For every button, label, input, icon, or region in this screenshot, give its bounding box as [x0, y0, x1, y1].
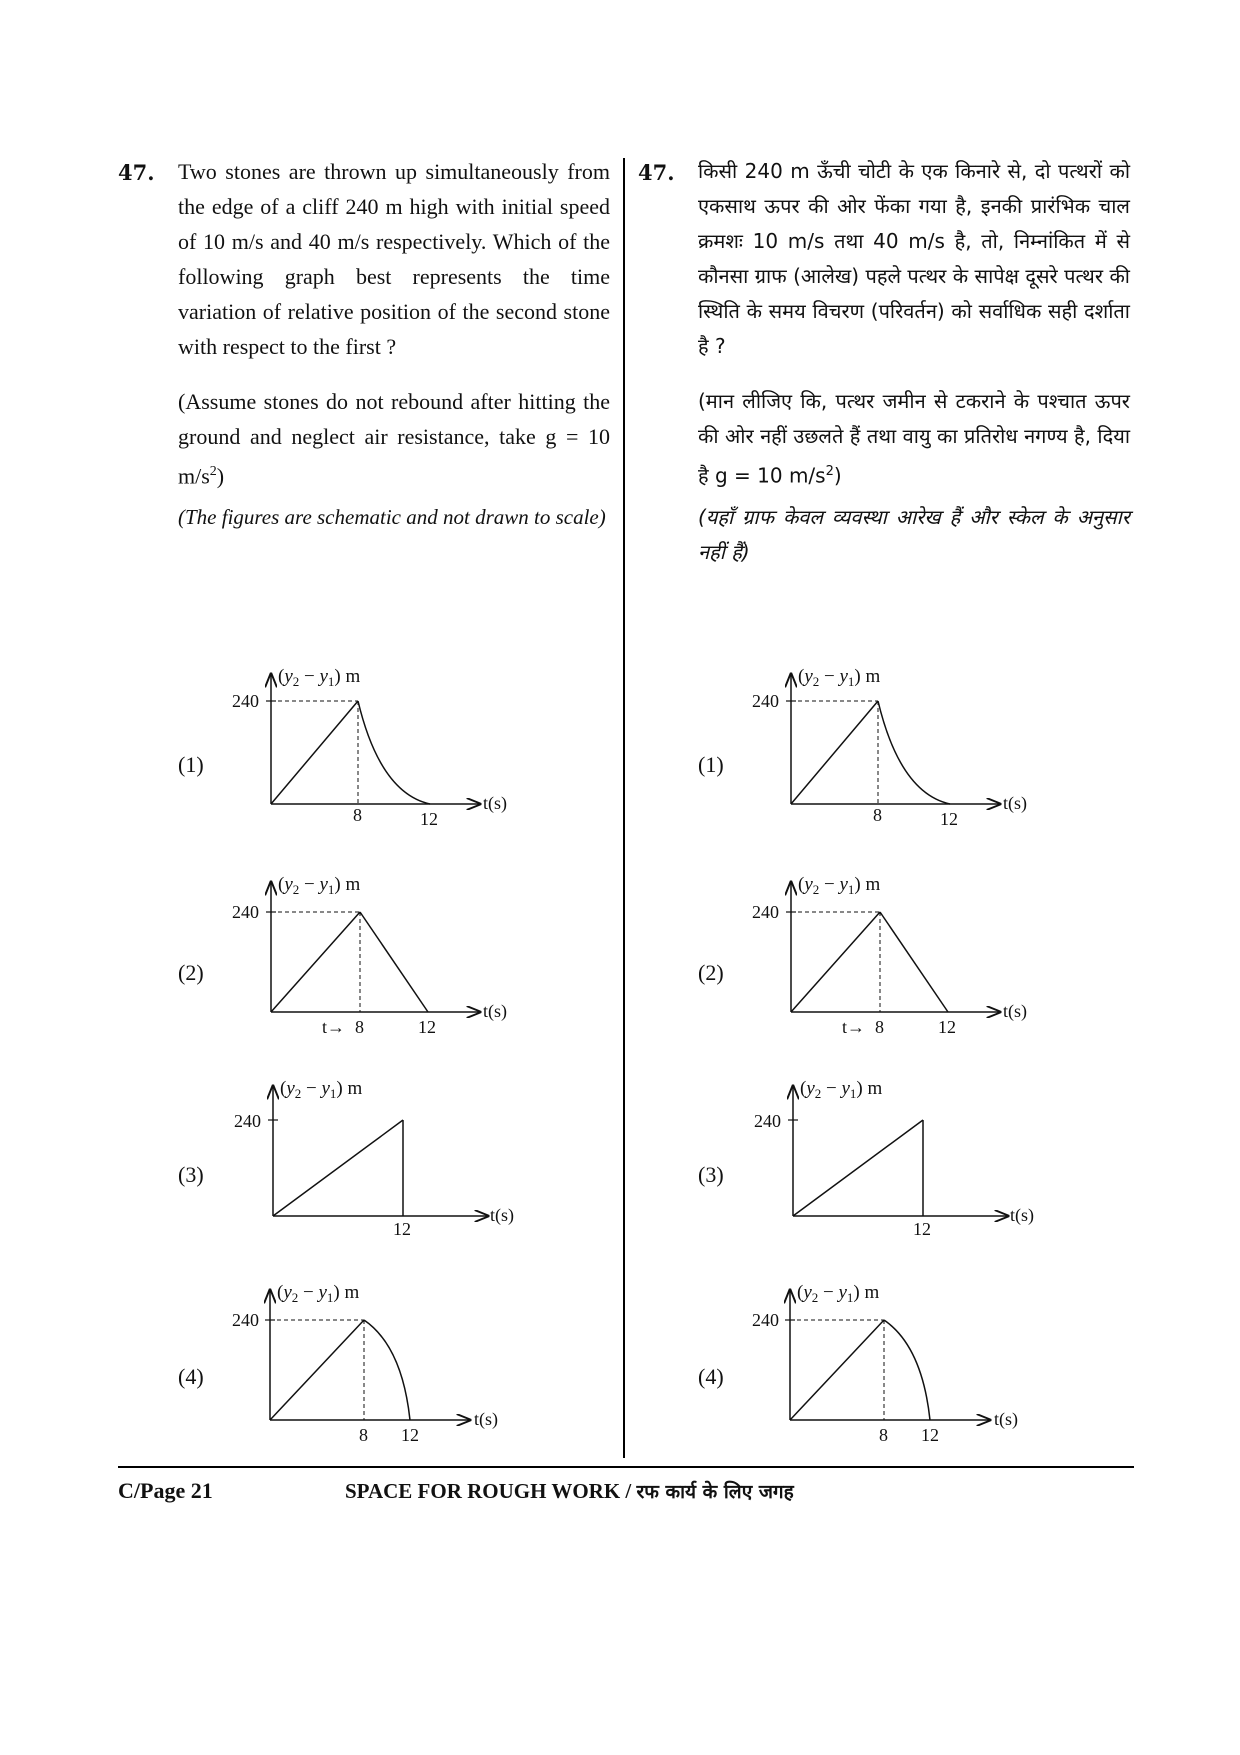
y-axis-label: $(y_2 - y_1)$ m: [278, 874, 361, 897]
note-en: (The figures are schematic and not drawn to scale): [178, 505, 606, 529]
rough-work-label: [345, 1478, 794, 1504]
y-tick-label: 240: [752, 902, 779, 922]
assumption-hi-sup: 2: [825, 464, 834, 479]
graph-option-3-hi: [750, 1078, 1034, 1239]
x-tick-8: 8: [875, 1017, 884, 1037]
x-tick-8: 8: [879, 1425, 888, 1445]
assumption-en-sup: 2: [209, 464, 217, 479]
x-axis-label: t(s): [1010, 1205, 1034, 1225]
fall-curve: [358, 701, 430, 804]
footer-rule: [118, 1466, 1134, 1468]
x-axis-label: t(s): [483, 793, 507, 813]
option-label-1-en: (1): [178, 752, 204, 777]
option-label-3-en: (3): [178, 1162, 204, 1187]
rough-work-hi: रफ कार्य के लिए जगह: [636, 1481, 794, 1503]
option-label-4-en: (4): [178, 1364, 204, 1389]
x-tick-8: 8: [359, 1425, 368, 1445]
graph-option-4-hi: [750, 1282, 1018, 1445]
y-axis-label: $(y_2 - y_1)$ m: [280, 1078, 363, 1101]
option-label-2-en: (2): [178, 960, 204, 985]
t-arrow-label: t→: [322, 1017, 346, 1037]
rise-segment: [791, 701, 878, 804]
x-axis-label: t(s): [474, 1409, 498, 1429]
note-hi: (यहाँ ग्राफ केवल व्यवस्था आरेख हैं और स्केल के अनुसार नहीं हैं): [698, 505, 1130, 564]
x-axis-label: t(s): [483, 1001, 507, 1021]
rise-segment: [273, 1120, 403, 1216]
x-tick-8: 8: [353, 805, 362, 825]
fall-curve: [884, 1320, 930, 1420]
x-axis-label: t(s): [1003, 793, 1027, 813]
column-divider: [623, 158, 625, 1458]
rise-segment: [270, 1320, 364, 1420]
y-axis-label: $(y_2 - y_1)$ m: [797, 1282, 880, 1305]
graph-option-3-en: [230, 1078, 514, 1239]
y-tick-label: 240: [754, 1111, 781, 1131]
x-tick-12: 12: [418, 1017, 436, 1037]
x-axis-label: t(s): [994, 1409, 1018, 1429]
x-tick-12: 12: [393, 1219, 411, 1239]
x-tick-8: 8: [355, 1017, 364, 1037]
x-axis-label: t(s): [1003, 1001, 1027, 1021]
x-axis-label: t(s): [490, 1205, 514, 1225]
option-label-4-hi: (4): [698, 1364, 724, 1389]
rise-segment: [791, 912, 880, 1012]
fall-curve: [878, 701, 950, 804]
y-axis-label: $(y_2 - y_1)$ m: [798, 874, 881, 897]
t-arrow-label: t→: [842, 1017, 866, 1037]
y-tick-label: 240: [232, 1310, 259, 1330]
option-label-2-hi: (2): [698, 960, 724, 985]
question-number-hi: 47.: [638, 160, 675, 185]
graph-option-4-en: [230, 1282, 498, 1445]
y-tick-label: 240: [752, 691, 779, 711]
rise-segment: [793, 1120, 923, 1216]
rise-segment: [271, 701, 358, 804]
question-number-en: 47.: [118, 160, 155, 185]
y-tick-label: 240: [752, 1310, 779, 1330]
y-axis-label: $(y_2 - y_1)$ m: [800, 1078, 883, 1101]
graph-option-1-hi: [750, 666, 1027, 829]
assumption-en: [178, 384, 610, 493]
y-axis-label: $(y_2 - y_1)$ m: [277, 1282, 360, 1305]
x-tick-12: 12: [401, 1425, 419, 1445]
y-tick-label: 240: [234, 1111, 261, 1131]
x-tick-8: 8: [873, 805, 882, 825]
assumption-hi-suffix: ): [833, 463, 842, 488]
rough-work-en: SPACE FOR ROUGH WORK /: [345, 1479, 637, 1503]
question-text-en: Two stones are thrown up simultaneously from the edge of a cliff 240 m high with initial speed of 10 m/s and 40 m/s respectively. Which of the following graph best represents the time variation of relative position of the second stone with respect to the first ?: [178, 159, 610, 359]
fall-segment: [880, 912, 948, 1012]
fall-segment: [360, 912, 428, 1012]
option-label-1-hi: (1): [698, 752, 724, 777]
assumption-hi-prefix: (मान लीजिए कि, पत्थर जमीन से टकराने के पश्चात ऊपर की ओर नहीं उछलते हैं तथा वायु का प्रतिरोध नगण्य है, दिया है g = 10 m/s: [698, 389, 1130, 488]
x-tick-12: 12: [921, 1425, 939, 1445]
y-axis-label: $(y_2 - y_1)$ m: [278, 666, 361, 689]
page-number: C/Page 21: [118, 1478, 213, 1503]
option-label-3-hi: (3): [698, 1162, 724, 1187]
assumption-en-suffix: ): [216, 463, 225, 489]
graph-option-2-en: [230, 874, 507, 1037]
rise-segment: [790, 1320, 884, 1420]
y-tick-label: 240: [232, 902, 259, 922]
x-tick-12: 12: [940, 809, 958, 829]
question-text-hi: किसी 240 m ऊँची चोटी के एक किनारे से, दो पत्थरों को एकसाथ ऊपर की ओर फेंका गया है, इनकी प्रारंभिक चाल क्रमशः 10 m/s तथा 40 m/s है, तो, निम्नांकित में से कौनसा ग्राफ (आलेख) पहले पत्थर के सापेक्ष दूसरे पत्थर की स्थिति के समय विचरण (परिवर्तन) को सर्वाधिक सही दर्शाता है ?: [698, 159, 1130, 358]
graph-option-1-en: [230, 666, 507, 829]
assumption-en-prefix: (Assume stones do not rebound after hitting the ground and neglect air resistance, take g = 10 m/s: [178, 389, 610, 489]
y-tick-label: 240: [232, 691, 259, 711]
x-tick-12: 12: [938, 1017, 956, 1037]
y-axis-label: $(y_2 - y_1)$ m: [798, 666, 881, 689]
assumption-hi: [698, 384, 1130, 494]
rise-segment: [271, 912, 360, 1012]
x-tick-12: 12: [420, 809, 438, 829]
fall-curve: [364, 1320, 410, 1420]
graph-option-2-hi: [750, 874, 1027, 1037]
x-tick-12: 12: [913, 1219, 931, 1239]
